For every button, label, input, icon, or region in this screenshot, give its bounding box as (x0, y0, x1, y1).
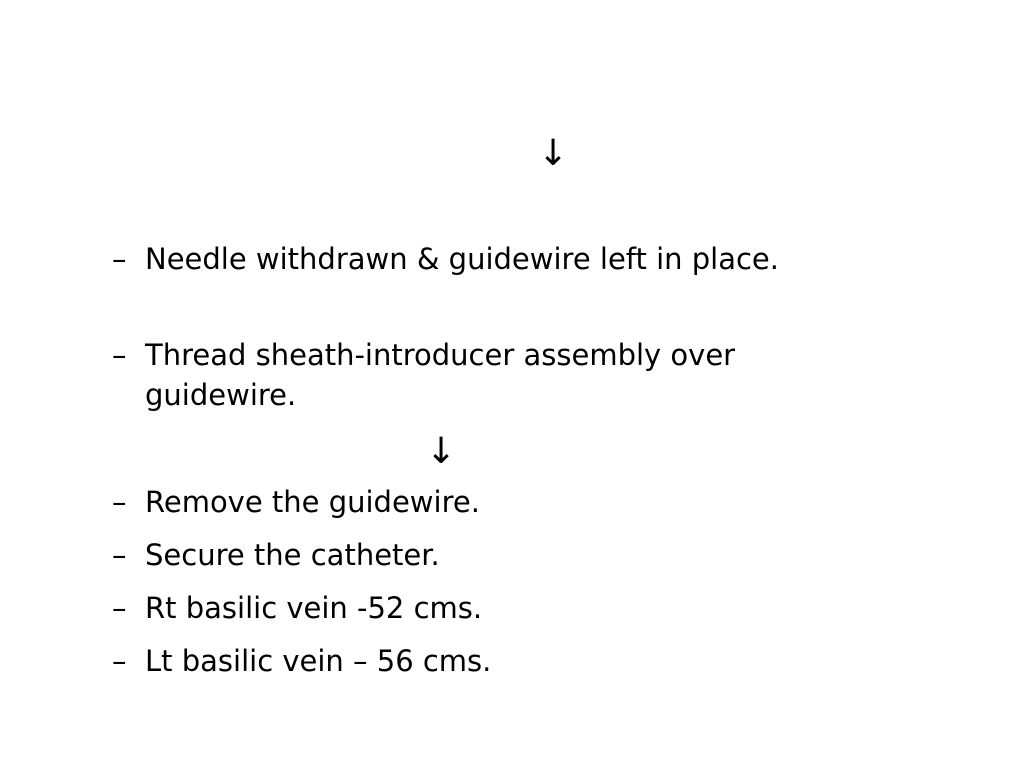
bullet-item (112, 482, 852, 522)
bullet-text: Remove the guidewire. (145, 485, 480, 519)
bullet-dash: – (112, 591, 127, 625)
bullet-text: Secure the catheter. (145, 538, 440, 572)
bullet-dash: – (112, 242, 127, 276)
down-arrow-icon: ↓ (538, 133, 569, 174)
down-arrow-icon: ↓ (426, 431, 457, 472)
bullet-item (112, 588, 852, 628)
bullet-text: Thread sheath-introducer assembly over guidewire. (145, 338, 736, 412)
bullet-dash: – (112, 644, 127, 678)
bullet-item (112, 335, 852, 415)
bullet-item (112, 239, 852, 279)
bullet-text: Lt basilic vein – 56 cms. (145, 644, 492, 678)
bullet-dash: – (112, 338, 127, 372)
bullet-text: Rt basilic vein -52 cms. (145, 591, 483, 625)
bullet-dash: – (112, 485, 127, 519)
bullet-dash: – (112, 538, 127, 572)
bullet-item (112, 641, 852, 681)
bullet-item (112, 535, 852, 575)
bullet-text: Needle withdrawn & guidewire left in place. (145, 242, 779, 276)
